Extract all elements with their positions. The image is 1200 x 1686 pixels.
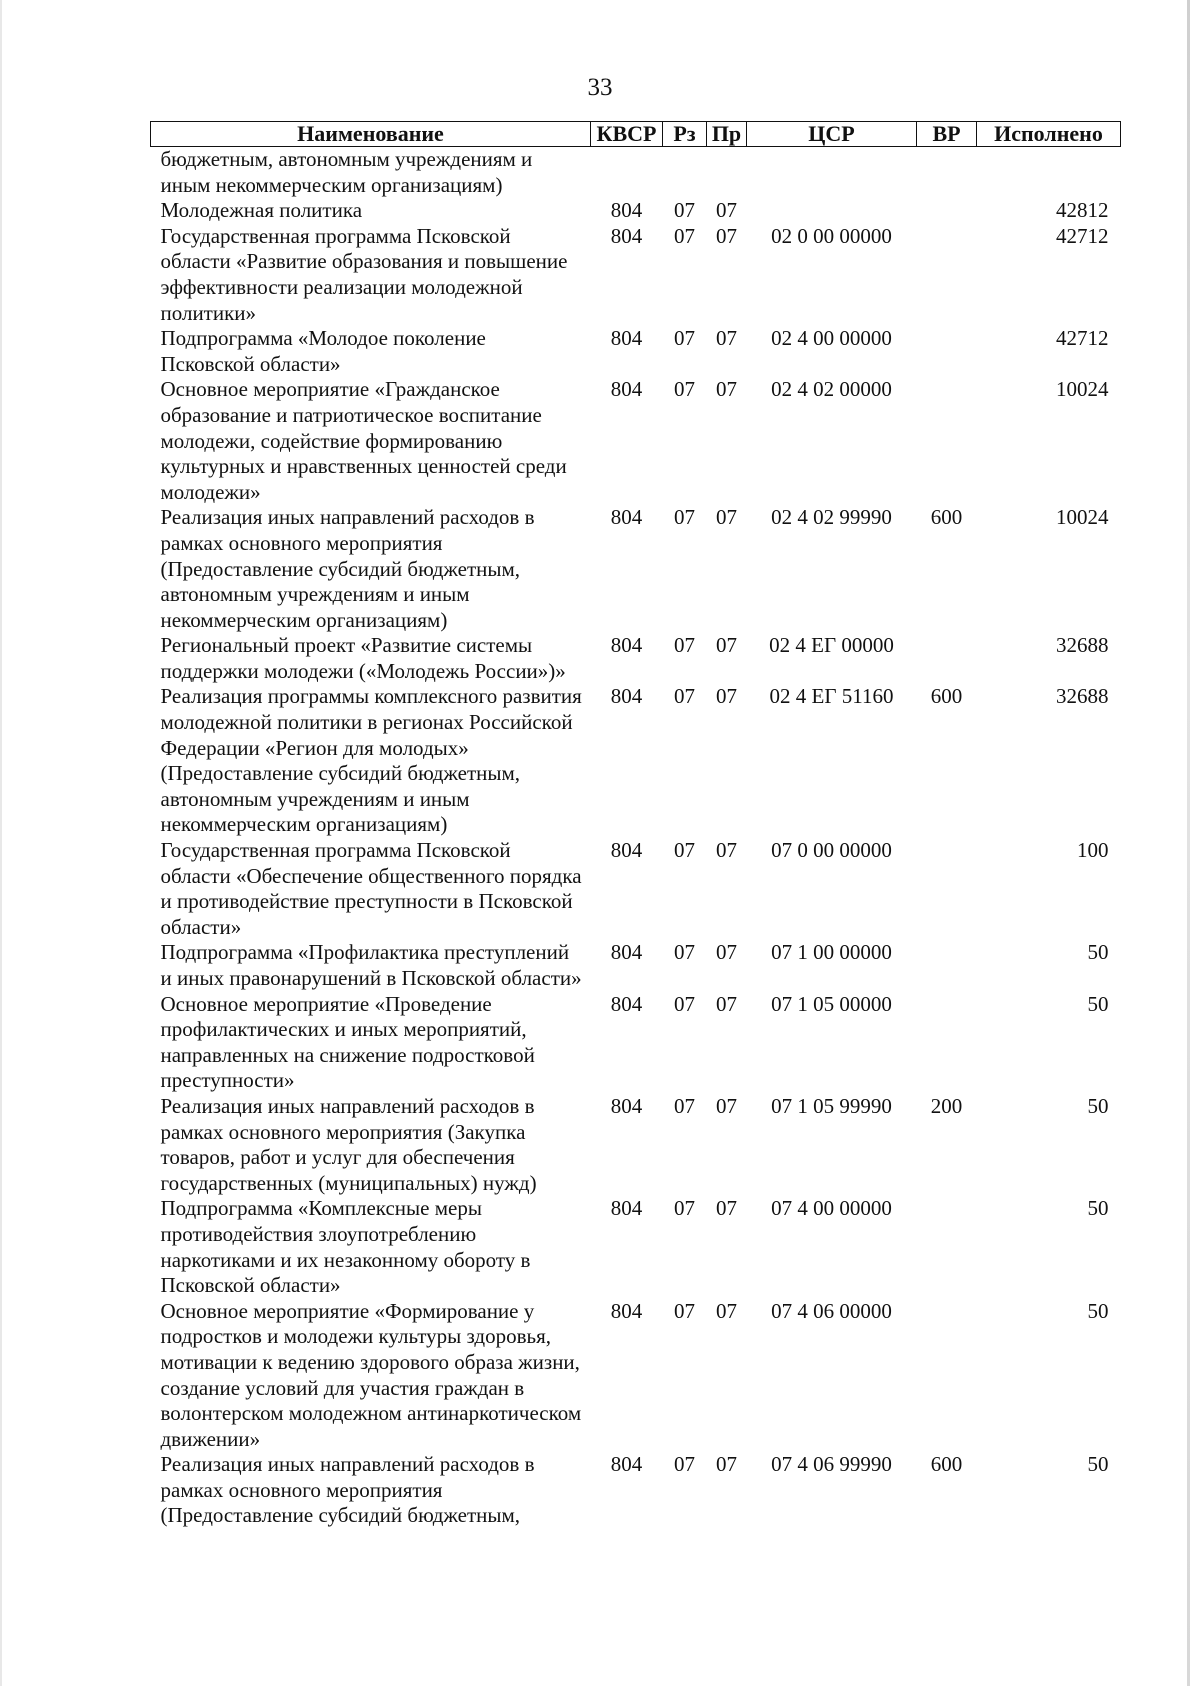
cell-vr	[917, 633, 977, 684]
cell-done: 100	[1077, 838, 1109, 863]
cell-kvsr: 804	[610, 1093, 643, 1118]
cell-kvsr: 804	[610, 1298, 643, 1323]
cell-vr: 600	[930, 1452, 963, 1477]
table-header	[151, 122, 1121, 147]
table-row	[151, 633, 1121, 684]
cell-name: Подпрограмма «Профилактика преступлений и иных правонарушений в Псковской области»	[160, 940, 582, 990]
cell-vr	[917, 198, 977, 224]
cell-name: Государственная программа Псковской области «Развитие образования и повышение эффективности реализации молодежной политики»	[160, 223, 568, 325]
cell-done: 10024	[1056, 505, 1109, 530]
scan-left-edge	[0, 0, 2, 1686]
table-row	[151, 838, 1121, 940]
table-row	[151, 1094, 1121, 1196]
table-body	[151, 147, 1121, 1530]
cell-name: Региональный проект «Развитие системы поддержки молодежи («Молодежь России»)»	[160, 633, 566, 683]
cell-pr: 07	[716, 684, 737, 709]
cell-vr: 200	[930, 1093, 963, 1118]
cell-kvsr: 804	[610, 223, 643, 248]
cell-done: 42712	[1056, 326, 1109, 351]
cell-done: 42712	[1056, 223, 1109, 248]
table-row	[151, 940, 1121, 991]
cell-rz: 07	[674, 198, 695, 223]
cell-rz: 07	[674, 223, 695, 248]
cell-csr: 07 1 05 00000	[771, 991, 892, 1016]
cell-vr	[917, 992, 977, 1094]
cell-vr	[917, 838, 977, 940]
header-kvsr: КВСР	[591, 122, 663, 147]
cell-rz: 07	[674, 326, 695, 351]
cell-kvsr: 804	[610, 991, 643, 1016]
cell-csr: 02 0 00 00000	[771, 223, 892, 248]
header-vr: ВР	[917, 122, 977, 147]
cell-done: 50	[1087, 940, 1109, 965]
cell-rz: 07	[674, 1093, 695, 1118]
table-row	[151, 505, 1121, 633]
header-pr: Пр	[707, 122, 747, 147]
cell-pr	[707, 147, 747, 199]
cell-rz: 07	[674, 1452, 695, 1477]
page-number: 33	[587, 74, 613, 101]
cell-csr: 07 4 06 00000	[771, 1298, 892, 1323]
cell-csr: 07 1 05 99990	[771, 1093, 892, 1118]
cell-rz: 07	[674, 377, 695, 402]
cell-vr: 600	[930, 684, 963, 709]
cell-name: Подпрограмма «Молодое поколение Псковской области»	[160, 326, 486, 376]
cell-done: 50	[1087, 1298, 1109, 1323]
cell-done	[977, 147, 1121, 199]
cell-done: 32688	[1056, 633, 1109, 658]
cell-vr	[917, 377, 977, 505]
table-row	[151, 684, 1121, 838]
cell-csr: 02 4 ЕГ 00000	[769, 633, 894, 658]
cell-vr	[917, 224, 977, 326]
cell-name: Молодежная политика	[160, 198, 363, 223]
header-done: Исполнено	[977, 122, 1121, 147]
cell-csr: 02 4 02 99990	[771, 505, 892, 530]
budget-table	[150, 121, 1121, 1529]
cell-name: Реализация иных направлений расходов в рамках основного мероприятия (Предоставление субсидий бюджетным, автономным учреждениям и иным некоммерческим организациям)	[160, 505, 535, 632]
cell-vr	[917, 940, 977, 991]
cell-csr	[747, 147, 917, 199]
cell-name: Реализация иных направлений расходов в рамках основного мероприятия (Предоставление субсидий бюджетным,	[160, 1452, 535, 1528]
cell-pr: 07	[716, 223, 737, 248]
cell-vr	[917, 326, 977, 377]
cell-done: 42812	[1056, 198, 1109, 223]
cell-pr: 07	[716, 633, 737, 658]
cell-name: Реализация программы комплексного развития молодежной политики в регионах Российской Федерации «Регион для молодых» (Предоставление субсидий бюджетным, автономным учреждениям и иным некоммерческим организациям)	[160, 684, 582, 837]
cell-csr: 02 4 00 00000	[771, 326, 892, 351]
cell-csr: 02 4 ЕГ 51160	[769, 684, 894, 709]
cell-kvsr: 804	[610, 505, 643, 530]
table-row	[151, 147, 1121, 199]
cell-kvsr: 804	[610, 838, 643, 863]
cell-csr: 07 0 00 00000	[771, 838, 892, 863]
header-name: Наименование	[151, 122, 591, 147]
cell-kvsr: 804	[610, 326, 643, 351]
cell-name: Основное мероприятие «Проведение профилактических и иных мероприятий, направленных на снижение подростковой преступности»	[160, 991, 535, 1093]
cell-done: 10024	[1056, 377, 1109, 402]
table-row	[151, 1452, 1121, 1529]
cell-pr: 07	[716, 198, 737, 223]
cell-pr: 07	[716, 505, 737, 530]
cell-vr	[917, 1299, 977, 1453]
cell-name: Основное мероприятие «Гражданское образование и патриотическое воспитание молодежи, содействие формированию культурных и нравственных ценностей среди молодежи»	[160, 377, 567, 504]
cell-pr: 07	[716, 838, 737, 863]
cell-kvsr: 804	[610, 1452, 643, 1477]
cell-kvsr: 804	[610, 377, 643, 402]
header-csr: ЦСР	[747, 122, 917, 147]
cell-pr: 07	[716, 1196, 737, 1221]
cell-vr	[917, 147, 977, 199]
cell-name: Государственная программа Псковской области «Обеспечение общественного порядка и противодействие преступности в Псковской области»	[160, 838, 582, 939]
cell-name: бюджетным, автономным учреждениям и иным некоммерческим организациям)	[160, 147, 533, 197]
table-row	[151, 1299, 1121, 1453]
cell-rz: 07	[674, 505, 695, 530]
cell-rz: 07	[674, 633, 695, 658]
cell-vr	[917, 1196, 977, 1298]
cell-csr: 02 4 02 00000	[771, 377, 892, 402]
cell-kvsr: 804	[610, 684, 643, 709]
cell-name: Реализация иных направлений расходов в рамках основного мероприятия (Закупка товаров, работ и услуг для обеспечения государственных (муниципальных) нужд)	[160, 1093, 537, 1195]
cell-pr: 07	[716, 377, 737, 402]
cell-name: Подпрограмма «Комплексные меры противодействия злоупотреблению наркотиками и их незаконному обороту в Псковской области»	[160, 1196, 531, 1298]
cell-rz: 07	[674, 838, 695, 863]
table-row	[151, 377, 1121, 505]
cell-rz: 07	[674, 1298, 695, 1323]
cell-kvsr: 804	[610, 198, 643, 223]
cell-pr: 07	[716, 1298, 737, 1323]
cell-vr: 600	[930, 505, 963, 530]
cell-csr	[747, 198, 917, 224]
cell-done: 32688	[1056, 684, 1109, 709]
cell-pr: 07	[716, 1452, 737, 1477]
cell-done: 50	[1087, 991, 1109, 1016]
cell-rz: 07	[674, 1196, 695, 1221]
cell-csr: 07 4 06 99990	[771, 1452, 892, 1477]
cell-rz: 07	[674, 991, 695, 1016]
cell-done: 50	[1087, 1196, 1109, 1221]
cell-rz: 07	[674, 684, 695, 709]
scan-right-edge	[1187, 0, 1190, 1686]
table-row	[151, 198, 1121, 224]
cell-rz: 07	[674, 940, 695, 965]
cell-done: 50	[1087, 1093, 1109, 1118]
cell-csr: 07 4 00 00000	[771, 1196, 892, 1221]
header-rz: Рз	[663, 122, 707, 147]
cell-pr: 07	[716, 1093, 737, 1118]
cell-kvsr	[591, 147, 663, 199]
cell-pr: 07	[716, 940, 737, 965]
cell-kvsr: 804	[610, 1196, 643, 1221]
cell-rz	[663, 147, 707, 199]
cell-done: 50	[1087, 1452, 1109, 1477]
cell-csr: 07 1 00 00000	[771, 940, 892, 965]
table-row	[151, 224, 1121, 326]
table-row	[151, 992, 1121, 1094]
cell-pr: 07	[716, 326, 737, 351]
cell-kvsr: 804	[610, 940, 643, 965]
cell-kvsr: 804	[610, 633, 643, 658]
cell-name: Основное мероприятие «Формирование у подростков и молодежи культуры здоровья, мотивации к ведению здорового образа жизни, создание условий для участия граждан в волонтерском молодежном антинаркотическом движении»	[160, 1298, 582, 1451]
table-row	[151, 326, 1121, 377]
table-row	[151, 1196, 1121, 1298]
cell-pr: 07	[716, 991, 737, 1016]
